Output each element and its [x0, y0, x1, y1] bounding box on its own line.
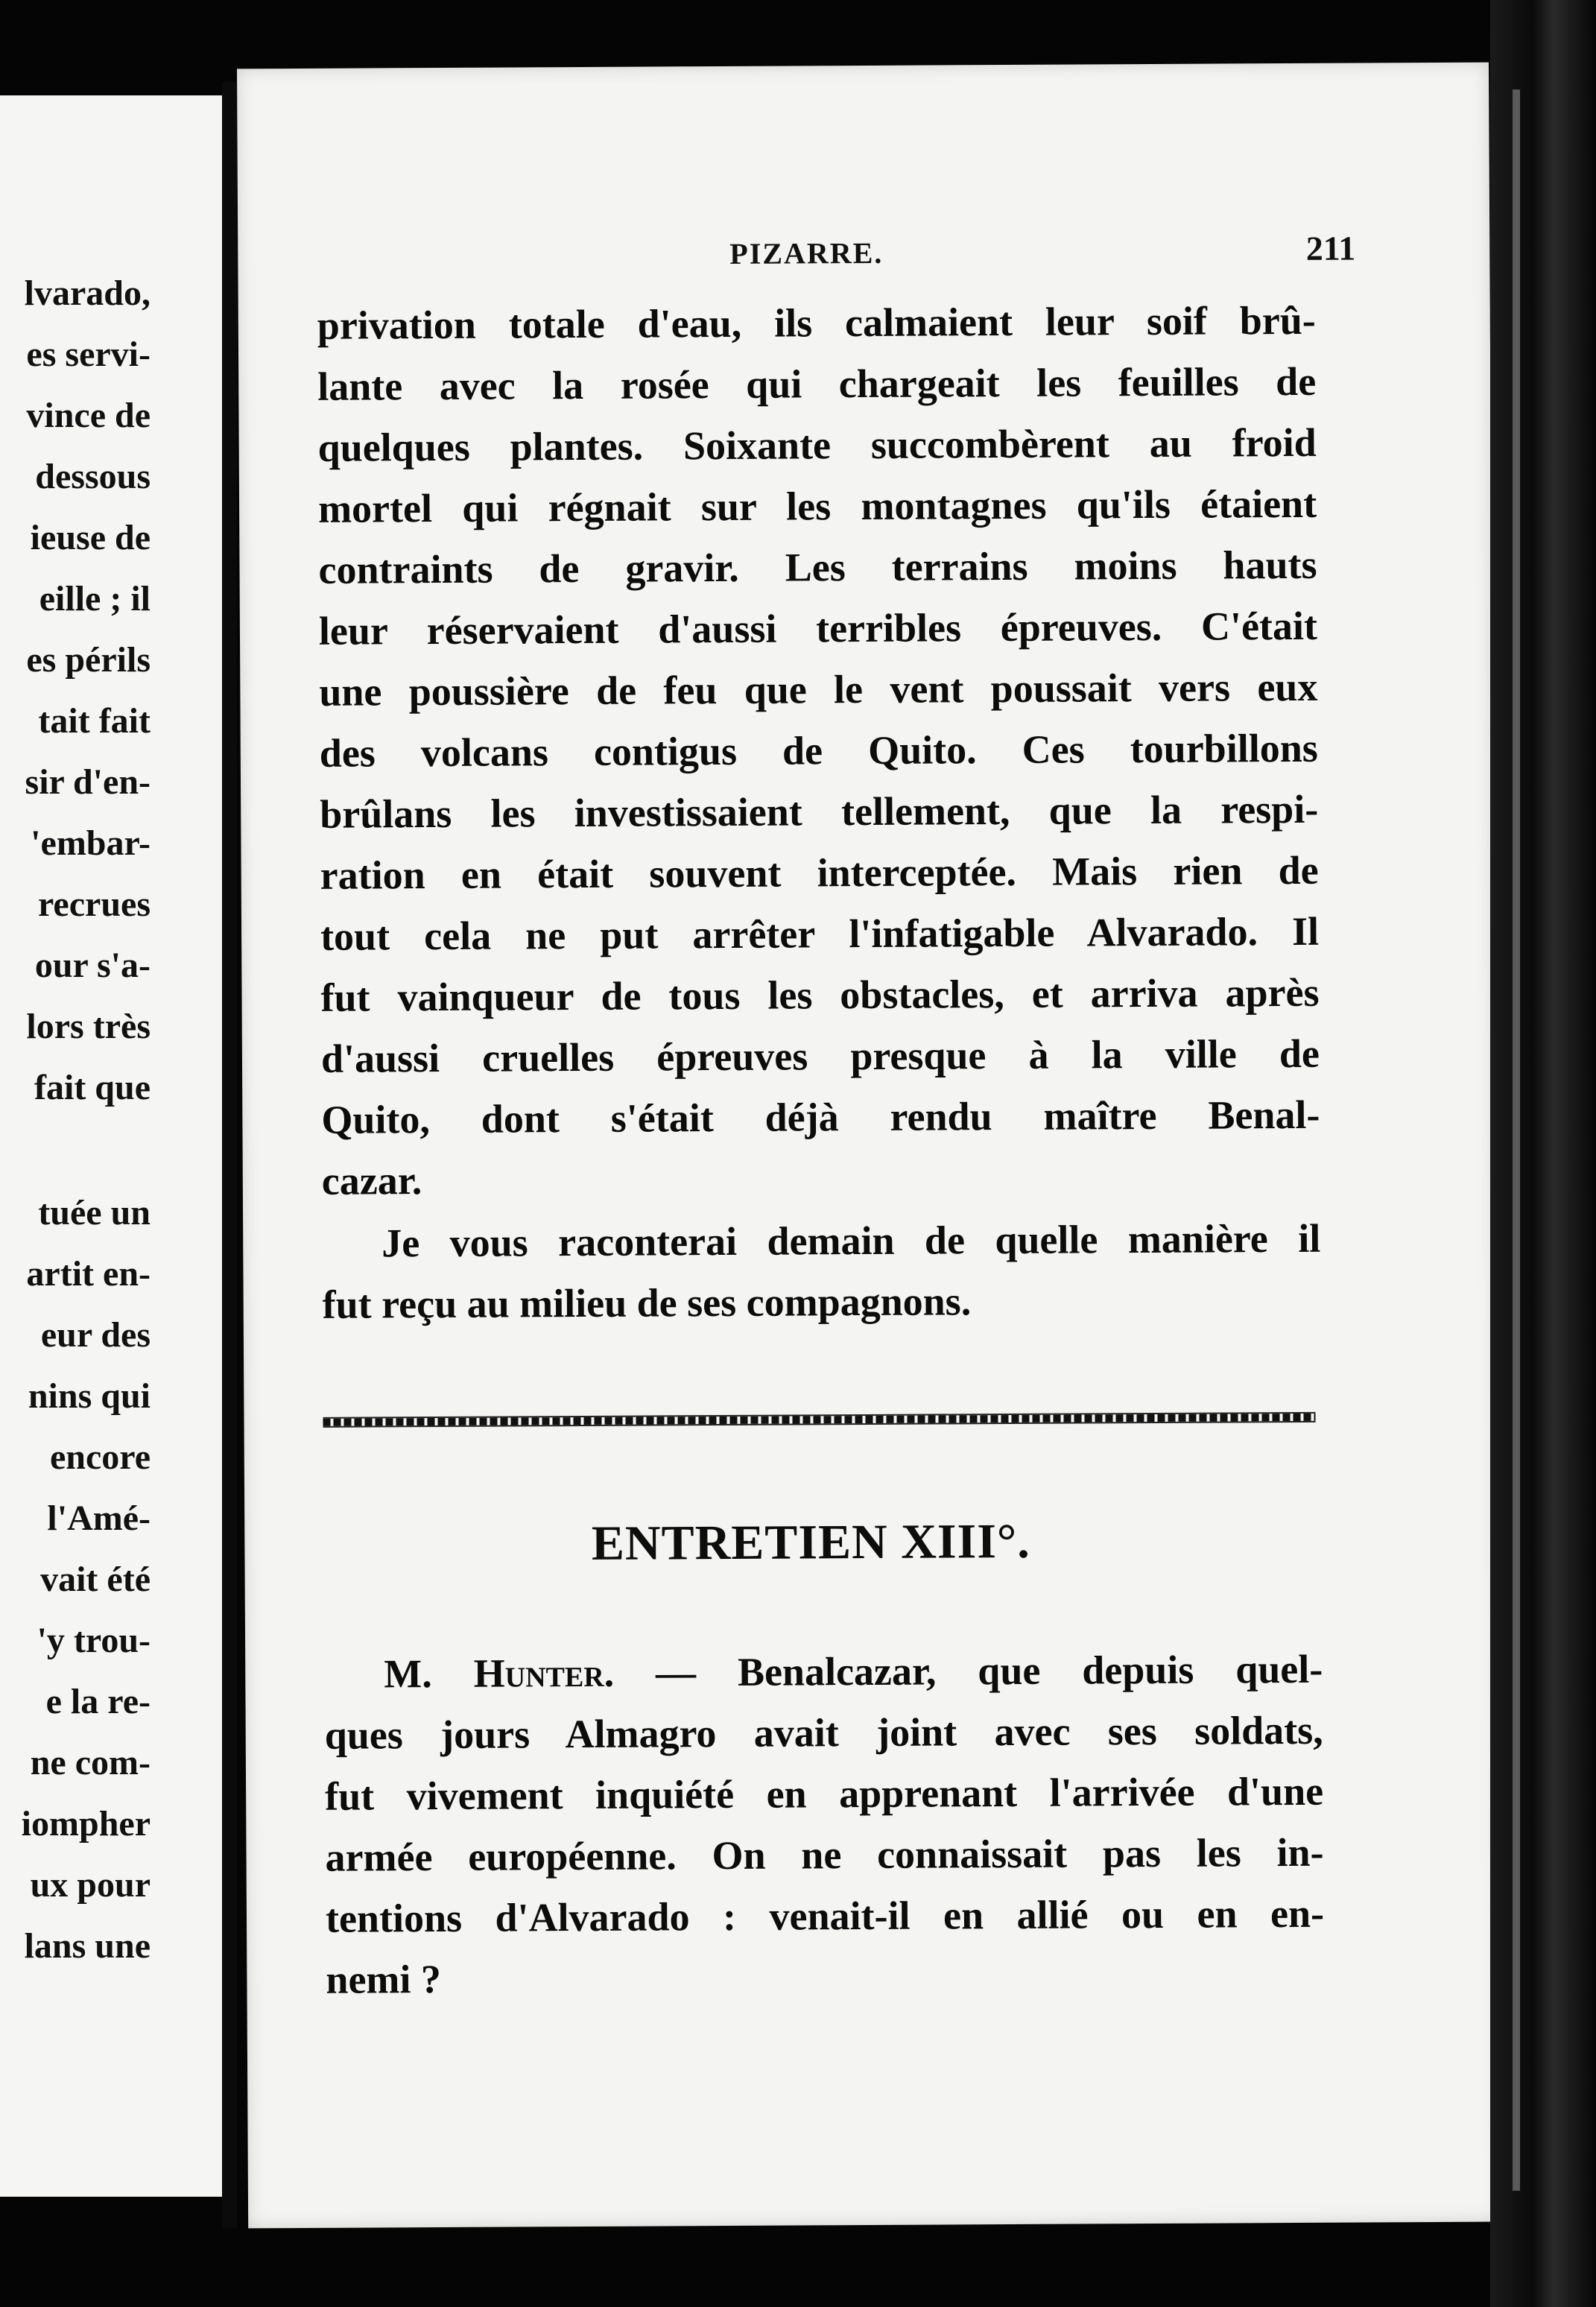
text-line: une poussière de feu que le vent poussait vers eux — [319, 664, 1318, 715]
left-page-line: encore — [49, 1437, 151, 1477]
text-line: Je vous raconterai demain de quelle manière il — [381, 1215, 1321, 1266]
text-line: d'aussi cruelles épreuves presque à la ville de — [320, 1031, 1320, 1081]
left-page-line: nins qui — [28, 1376, 151, 1416]
left-page-line: recrues — [37, 884, 151, 924]
running-title: PIZARRE. — [729, 235, 884, 270]
left-page-line: lans une — [24, 1926, 151, 1966]
left-page-line: e la re- — [45, 1682, 151, 1721]
text-line: ration en était souvent interceptée. Mais rien de — [320, 847, 1319, 898]
text-line: mortel qui régnait sur les montagnes qu'ils étaient — [317, 481, 1317, 531]
text-line: fut vainqueur de tous les obstacles, et arriva après — [320, 969, 1320, 1020]
left-page-line: 'y trou- — [37, 1621, 151, 1660]
left-page-line: es servi- — [26, 335, 151, 374]
chapter-heading: ENTRETIEN XIII°. — [591, 1513, 1031, 1571]
previous-page-fragment — [0, 95, 227, 2197]
left-page-line: 'embar- — [31, 823, 151, 863]
left-page-line: vince de — [26, 396, 151, 435]
text-line: lante avec la rosée qui chargeait les feuilles de — [317, 358, 1317, 409]
left-page-line: vait été — [40, 1560, 151, 1599]
left-page-line: tuée un — [38, 1193, 151, 1232]
left-page-line: dessous — [35, 457, 151, 496]
text-line: armée européenne. On ne connaissait pas les in- — [325, 1829, 1324, 1880]
page-edge — [1513, 89, 1520, 2191]
text-line: privation totale d'eau, ils calmaient leur soif brû- — [317, 297, 1316, 348]
text-line: des volcans contigus de Quito. Ces tourbillons — [319, 725, 1318, 776]
book-spine — [1490, 0, 1596, 2307]
left-page-line: fait que — [34, 1068, 151, 1107]
left-page-line: our s'a- — [34, 946, 151, 985]
left-page-line: ieuse de — [30, 518, 151, 557]
left-page-line: sir d'en- — [25, 762, 151, 802]
text-line: Quito, dont s'était déjà rendu maître Benal- — [321, 1092, 1320, 1142]
left-page-line: eille ; il — [39, 579, 151, 618]
text-line: tentions d'Alvarado : venait-il en allié ou en en- — [325, 1890, 1325, 1941]
text-line: fut reçu au milieu de ses compagnons. — [322, 1279, 972, 1327]
text-fragment: — Benalcazar, que depuis quel- — [655, 1646, 1323, 1695]
left-page-line: es périls — [26, 640, 151, 680]
text-line: fut vivement inquiété en apprenant l'arrivée d'une — [324, 1768, 1324, 1819]
text-line — [384, 1646, 1323, 1697]
left-page-line: artit en- — [26, 1254, 151, 1294]
text-line: quelques plantes. Soixante succombèrent au froid — [317, 420, 1317, 470]
page-number: 211 — [1305, 229, 1356, 268]
text-line: ques jours Almagro avait joint avec ses soldats, — [324, 1707, 1323, 1758]
text-line: leur réservaient d'aussi terribles épreuves. C'était — [318, 603, 1318, 654]
left-page-line: iompher — [21, 1804, 151, 1844]
left-page-line: tait fait — [38, 701, 151, 741]
left-page-line: lors très — [26, 1007, 151, 1046]
left-page-line: ne com- — [30, 1743, 151, 1782]
left-page-line: lvarado, — [24, 273, 151, 313]
ornamental-rule — [323, 1412, 1315, 1428]
left-page-line: l'Amé- — [47, 1499, 151, 1538]
running-head — [238, 229, 1489, 284]
text-line: nemi ? — [326, 1956, 442, 2002]
text-line: cazar. — [321, 1158, 422, 1203]
left-page-line: eur des — [40, 1315, 151, 1355]
page-gutter — [222, 82, 237, 2228]
left-page-line: ux pour — [30, 1865, 151, 1905]
text-line: brûlans les investissaient tellement, que la respi- — [320, 786, 1319, 837]
book-page — [237, 63, 1500, 2229]
text-line: contraints de gravir. Les terrains moins hauts — [318, 542, 1317, 592]
speaker-name: M. Hunter. — [384, 1650, 615, 1697]
text-line: tout cela ne put arrêter l'infatigable Alvarado. Il — [320, 908, 1320, 959]
